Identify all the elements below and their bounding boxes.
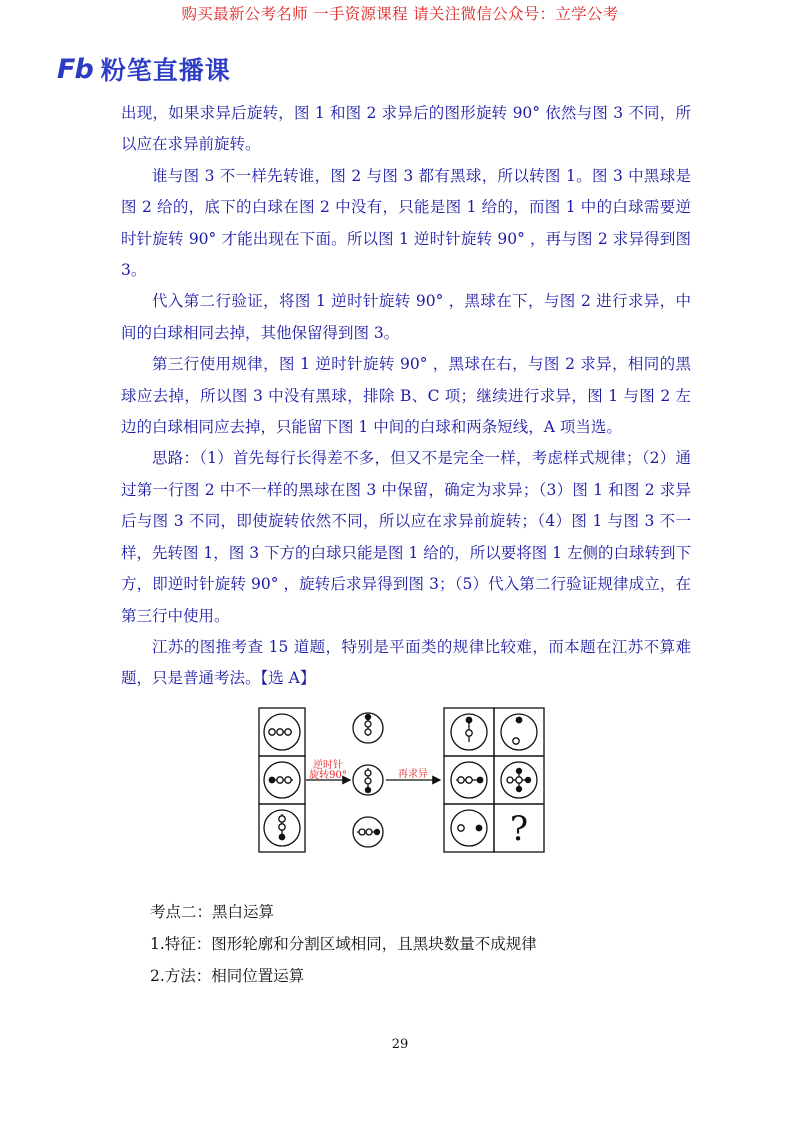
- question-mark: ?: [509, 809, 529, 849]
- key-points: [150, 896, 670, 992]
- puzzle-figure: [258, 706, 548, 854]
- paragraph-4: 第三行使用规律，图 1 逆时针旋转 90° ，黑球在右，与图 2 求异，相同的黑球应去掉，所以图 3 中没有黑球，排除 B、C 项；继续进行求异，图 1 与图 2 左边的白球相同应去掉，只能留下图 1 中间的白球和两条短线，A 项当选。: [121, 355, 691, 437]
- paragraph-1: 出现，如果求异后旋转，图 1 和图 2 求异后的图形旋转 90° 依然与图 3 不同，所以应在求异前旋转。: [121, 104, 691, 154]
- paragraph-6: 江苏的图推考查 15 道题，特别是平面类的规律比较难，而本题在江苏不算难题，只是普通考法。【选 A】: [121, 637, 691, 688]
- logo-text: 粉笔直播课: [100, 56, 231, 85]
- explanation-text: [121, 98, 691, 695]
- rotate-label-line2: 旋转90°: [309, 770, 347, 781]
- paragraph-2: 谁与图 3 不一样先转谁，图 2 与图 3 都有黑球，所以转图 1。图 3 中黑球是图 2 给的，底下的白球在图 2 中没有，只能是图 1 给的，而图 1 中的白球需要逆时针旋转 90° 才能出现在下面。所以图 1 逆时针旋转 90° ，再与图 2 求异得到图 3。: [121, 166, 691, 280]
- paragraph-3: 代入第二行验证，将图 1 逆时针旋转 90° ，黑球在下，与图 2 进行求异，中间的白球相同去掉，其他保留得到图 3。: [121, 292, 691, 342]
- xor-label: 再求异: [398, 769, 428, 780]
- paragraph-5: 思路：（1）首先每行长得差不多，但又不是完全一样，考虑样式规律；（2）通过第一行图 2 中不一样的黑球在图 3 中保留，确定为求异；（3）图 1 和图 2 求异后与图 3 不同，即使旋转依然不同，所以应在求异前旋转；（4）图 1 与图 3 不一样，先转图 1，图 3 下方的白球只能是图 1 给的，所以要将图 1 左侧的白球转到下方，即逆时针旋转 90° ，旋转后求异得到图 3；（5）代入第二行验证规律成立，在第三行中使用。: [121, 449, 691, 625]
- logo-mark: Fb: [57, 53, 93, 85]
- promo-banner: 购买最新公考名师 一手资源课程 请关注微信公众号：立学公考: [181, 5, 619, 23]
- notes-item-2: 2.方法：相同位置运算: [150, 967, 305, 985]
- notes-item-1: 1.特征：图形轮廓和分割区域相同，且黑块数量不成规律: [150, 935, 537, 953]
- brand-logo: [57, 52, 231, 86]
- left-box-1: [259, 708, 305, 756]
- page-number: 29: [391, 1037, 409, 1052]
- rotate-label-line1: 逆时针: [313, 760, 343, 771]
- notes-heading: 考点二：黑白运算: [150, 903, 275, 921]
